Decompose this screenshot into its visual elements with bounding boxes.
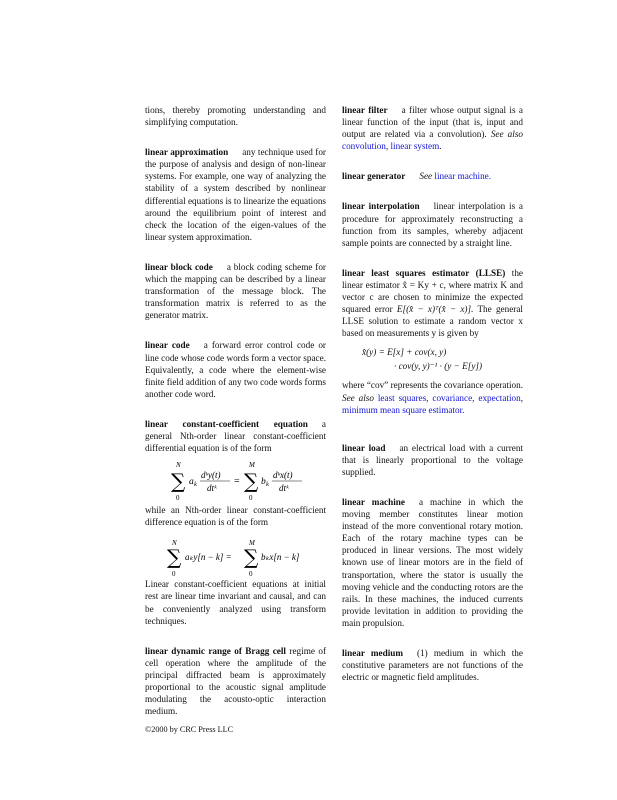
entry-linear-interpolation bbox=[342, 200, 523, 248]
llse-see-also-label: See also bbox=[342, 392, 374, 403]
definition-lcce-end: Linear constant-coefficient equations at initial rest are linear time invariant and causal, and can be conveniently analyzed using transform techniques. bbox=[145, 579, 326, 626]
frac-den-right: dtᵏ bbox=[279, 483, 289, 494]
see-label: See bbox=[419, 171, 433, 182]
differential-equation-figure bbox=[145, 458, 326, 504]
sum-lower-left: 0 bbox=[176, 494, 180, 503]
definition-llse-c: where “cov” represents the covariance operation. bbox=[342, 380, 523, 391]
llse-error-expression: E[(x̂ − x)ᵀ(x̂ − x)]. bbox=[396, 304, 474, 315]
term-linear-filter: linear filter bbox=[342, 105, 388, 115]
difference-equation-figure bbox=[145, 536, 326, 578]
definition-llse-a: the linear estimator x̂ = Ky + c, where matrix K and vector c are chosen to minimize the expected squared error bbox=[342, 267, 523, 315]
term-llse: linear least squares estimator (LLSE) bbox=[342, 267, 506, 278]
definition-linear-medium: (1) medium in which the constitutive parameters are not functions of the electric or magnetic field amplitudes. bbox=[342, 648, 523, 683]
link-least-squares[interactable]: least squares bbox=[377, 392, 427, 403]
coef-a: a bbox=[189, 477, 194, 488]
definition-linear-load: an electrical load with a current that is linearly proportional to the voltage supplied. bbox=[342, 442, 523, 477]
link-covariance[interactable]: covariance bbox=[432, 392, 473, 403]
link-convolution[interactable]: convolution bbox=[342, 141, 386, 152]
left-column bbox=[145, 104, 326, 717]
intro-text: tions, thereby promoting understanding and simplifying computation. bbox=[145, 105, 326, 128]
definition-lcce-start: a general Nth-order linear constant-coefficient differential equation is of the form bbox=[145, 418, 326, 454]
equals-sign: = bbox=[234, 476, 240, 488]
sum-symbol-right: ∑ bbox=[244, 469, 259, 494]
sum-upper-m: M bbox=[249, 461, 255, 470]
term-linear-generator: linear generator bbox=[342, 171, 406, 182]
term-linear-machine: linear machine bbox=[342, 496, 405, 507]
entry-llse: linear least squares estimator (LLSE) the linear estimator x̂ = Ky + c, where matrix K and vector c are chosen to minimize the expected squared error E[(x̂ − x)ᵀ(x̂ − x)]. The general LLSE solution to estimate a random vector x based on measurements y is given by x̂(y) = E[x] + cov(x, y) · cov(y, y)⁻¹ · (y − E[y]) where “cov” represents the covariance operation. See also least squares, covariance, expectation, minimum mean square estimator. bbox=[342, 267, 524, 415]
entry-continuation bbox=[145, 104, 326, 128]
equation-differential bbox=[145, 458, 326, 504]
definition-linear-machine: a machine in which the moving member constitutes linear motion instead of the more conventional rotary motion. Each of the rotary machine types can be produced in linear versions. The most widely known use of linear motors are in the field of transportation, where the stator is usually the moving vehicle and the conducting rotors are the rails. In these machines, the induced currents provide levitation in addition to providing the main propulsion. bbox=[342, 496, 523, 628]
term-linear-constant-coefficient-equation: linear constant-coefficient equation bbox=[145, 418, 308, 429]
link-expectation[interactable]: expectation bbox=[478, 392, 521, 403]
term-linear-block-code: linear block code bbox=[145, 261, 213, 272]
llse-equation bbox=[362, 345, 523, 373]
term-linear-code: linear code bbox=[145, 340, 190, 351]
sum-symbol-left: ∑ bbox=[171, 469, 186, 494]
entry-linear-generator bbox=[342, 170, 523, 182]
sum2-lower-left: 0 bbox=[172, 570, 176, 579]
entry-linear-machine bbox=[342, 496, 523, 629]
entry-linear-load bbox=[342, 442, 523, 478]
llse-equation-line1: x̂(y) = E[x] + cov(x, y) bbox=[362, 347, 447, 358]
sum2-symbol-right: ∑ bbox=[244, 545, 259, 570]
term-linear-dynamic-range: linear dynamic range of Bragg cell bbox=[145, 645, 286, 656]
difference-rhs: bₖx[n − k] bbox=[261, 552, 300, 563]
equation-difference bbox=[145, 536, 326, 578]
definition-linear-code: a forward error control code or line code whose code words form a vector space. Equivalently, a code where the element-wise finite field addition of any two code words forms another code word. bbox=[145, 340, 326, 399]
sum2-symbol-left: ∑ bbox=[167, 545, 182, 570]
definition-llse-b: The general LLSE solution to estimate a random vector x based on measurements y is given by bbox=[342, 304, 523, 339]
sum-lower-right: 0 bbox=[249, 494, 253, 503]
link-linear-system[interactable]: linear system bbox=[390, 141, 440, 152]
term-linear-interpolation: linear interpolation bbox=[342, 201, 420, 212]
entry-linear-constant-coefficient-equation bbox=[145, 418, 326, 627]
frac-den-left: dtᵏ bbox=[207, 483, 217, 494]
link-linear-machine[interactable]: linear machine. bbox=[434, 171, 492, 182]
definition-linear-approximation: any technique used for the purpose of analysis and design of non-linear systems. For example, one way of analyzing the stability of a system described by nonlinear differential equations is to linearize the equations around the equilibrium point of interest and check the location of the eigen-values of the linear system approximation. bbox=[145, 147, 326, 242]
entry-linear-block-code bbox=[145, 261, 326, 321]
entry-linear-medium bbox=[342, 647, 523, 683]
frac-num-left: dᵏy(t) bbox=[201, 470, 221, 481]
definition-linear-dynamic-range: regime of cell operation where the amplitude of the principal diffracted beam is approximately proportional to the acoustic signal amplitude modulating the acousto-optic interaction medium. bbox=[145, 645, 327, 717]
coef-a-sub: k bbox=[194, 481, 197, 489]
llse-equation-line2: · cov(y, y)⁻¹ · (y − E[y]) bbox=[394, 361, 483, 372]
entry-linear-filter: linear filter a filter whose output signal is a linear function of the input (that is, input and output are related via a convolution). See also convolution, linear system. bbox=[342, 105, 523, 152]
entry-linear-approximation bbox=[145, 146, 326, 243]
term-linear-approximation: linear approximation bbox=[145, 147, 229, 158]
copyright-footer: ©2000 by CRC Press LLC bbox=[145, 725, 234, 734]
link-minimum-mean-square-estimator[interactable]: minimum mean square estimator. bbox=[342, 404, 465, 415]
see-also-label: See also bbox=[490, 129, 523, 140]
entry-linear-code bbox=[145, 339, 326, 399]
definition-linear-interpolation: linear interpolation is a procedure for approximately reconstructing a function from its samples, whereby adjacent sample points are connected by a straight line. bbox=[342, 201, 524, 248]
coef-b: b bbox=[261, 477, 266, 488]
coef-b-sub: k bbox=[266, 481, 269, 489]
sum2-upper-n: N bbox=[172, 539, 177, 548]
entry-linear-dynamic-range bbox=[145, 645, 326, 718]
sum2-lower-right: 0 bbox=[249, 570, 253, 579]
frac-num-right: dᵏx(t) bbox=[273, 470, 293, 481]
difference-lhs: aₖy[n − k] = bbox=[185, 552, 232, 563]
right-column bbox=[342, 104, 523, 683]
definition-linear-block-code: a block coding scheme for which the mapping can be described by a linear transformation of the message block. The transformation matrix is referred to as the generator matrix. bbox=[145, 261, 326, 321]
term-linear-medium: linear medium bbox=[342, 648, 404, 658]
definition-linear-filter: a filter whose output signal is a linear function of the input (that is, input and output are related via a convolution). bbox=[342, 105, 523, 140]
sum-upper-n: N bbox=[176, 461, 181, 470]
definition-lcce-middle: while an Nth-order linear constant-coefficient difference equation is of the form bbox=[145, 505, 326, 528]
sum2-upper-m: M bbox=[249, 539, 255, 548]
term-linear-load: linear load bbox=[342, 442, 386, 453]
